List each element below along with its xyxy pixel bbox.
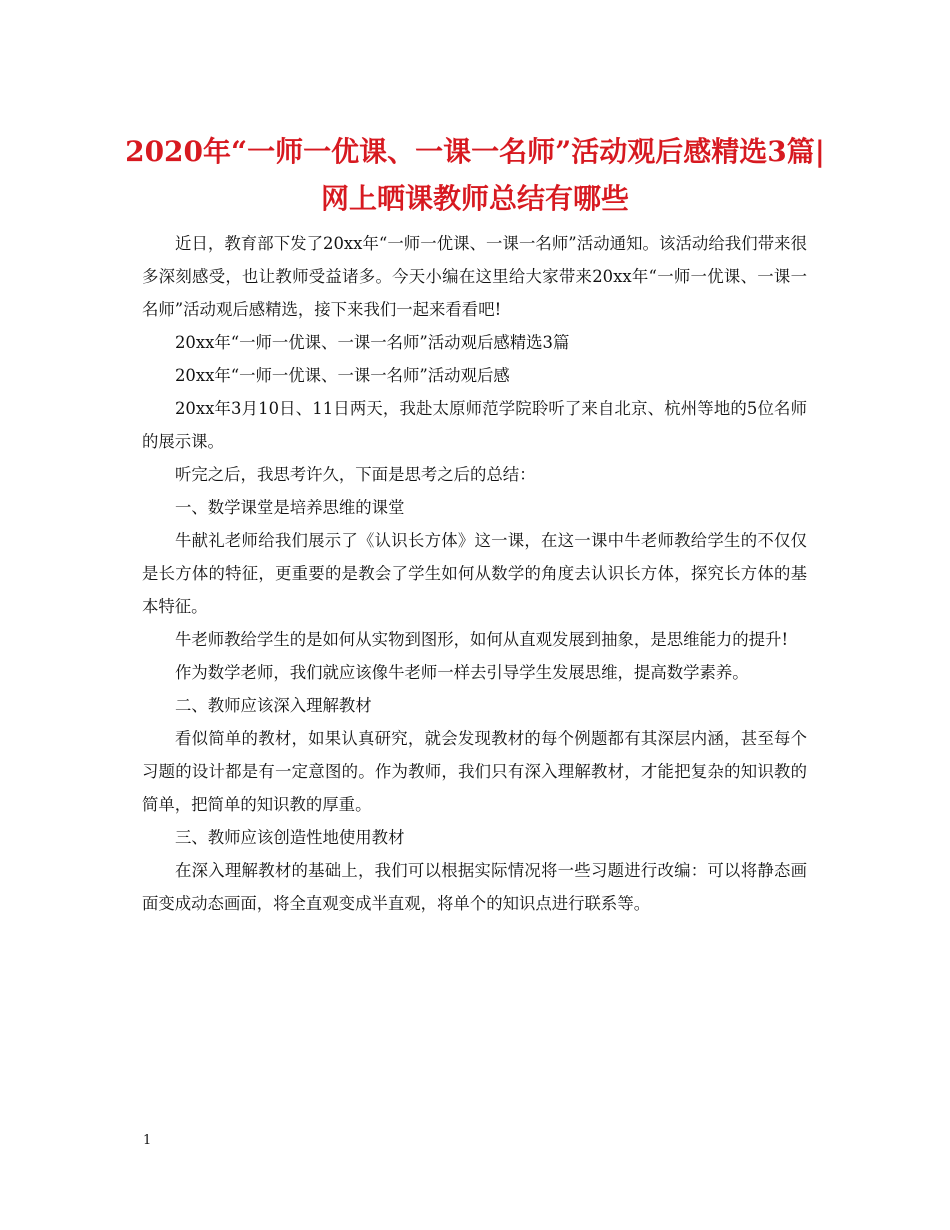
paragraph: 近日，教育部下发了20xx年“一师一优课、一课一名师”活动通知。该活动给我们带来很多深刻感受，也让教师受益诸多。今天小编在这里给大家带来20xx年“一师一优课、一课一名师”活动观后感精选，接下来我们一起来看看吧!	[142, 234, 807, 319]
paragraph: 牛老师教给学生的是如何从实物到图形，如何从直观发展到抽象，是思维能力的提升!	[175, 630, 789, 649]
paragraph: 20xx年“一师一优课、一课一名师”活动观后感精选3篇	[175, 333, 570, 352]
page-number: 1	[143, 1133, 152, 1148]
section-heading: 二、教师应该深入理解教材	[175, 696, 372, 715]
section-heading: 三、教师应该创造性地使用教材	[175, 828, 405, 847]
paragraph: 看似简单的教材，如果认真研究，就会发现教材的每个例题都有其深层内涵，甚至每个习题的设计都是有一定意图的。作为教师，我们只有深入理解教材，才能把复杂的知识教的简单，把简单的知识教的厚重。	[142, 729, 807, 814]
paragraph: 牛献礼老师给我们展示了《认识长方体》这一课，在这一课中牛老师教给学生的不仅仅是长方体的特征，更重要的是教会了学生如何从数学的角度去认识长方体，探究长方体的基本特征。	[142, 531, 807, 616]
document-body	[142, 227, 807, 920]
document-title: 2020年“一师一优课、一课一名师”活动观后感精选3篇|网上晒课教师总结有哪些	[125, 135, 825, 215]
paragraph: 在深入理解教材的基础上，我们可以根据实际情况将一些习题进行改编：可以将静态画面变成动态画面，将全直观变成半直观，将单个的知识点进行联系等。	[142, 861, 807, 913]
paragraph: 听完之后，我思考许久，下面是思考之后的总结：	[175, 465, 536, 484]
paragraph: 20xx年3月10日、11日两天，我赴太原师范学院聆听了来自北京、杭州等地的5位名师的展示课。	[142, 399, 807, 451]
section-heading: 一、数学课堂是培养思维的课堂	[175, 498, 405, 517]
paragraph: 20xx年“一师一优课、一课一名师”活动观后感	[175, 366, 510, 385]
paragraph: 作为数学老师，我们就应该像牛老师一样去引导学生发展思维，提高数学素养。	[175, 663, 749, 682]
